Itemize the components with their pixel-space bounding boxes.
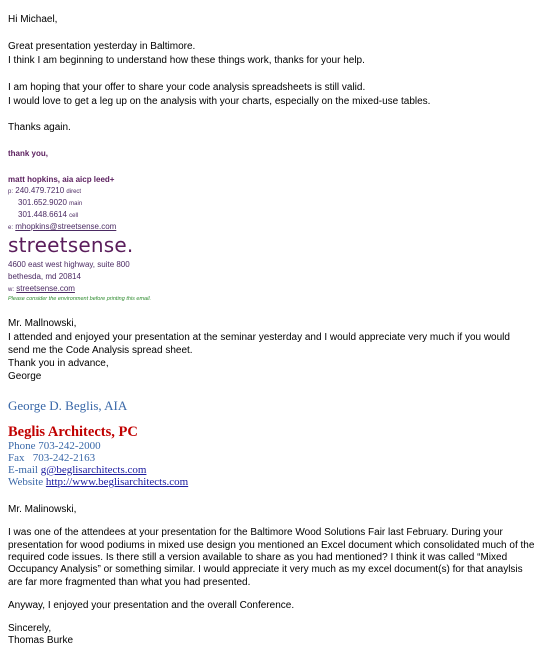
email1-line1: Great presentation yesterday in Baltimore. <box>8 41 196 52</box>
email1-address-1: 4600 east west highway, suite 800 <box>8 260 130 269</box>
email1-line4: I would love to get a leg up on the analysis with your charts, especially on the mixed-use tables. <box>8 96 431 107</box>
email2-website-link[interactable]: http://www.beglisarchitects.com <box>45 476 189 488</box>
email3-para1-line4: Occupancy Analysis” or something similar. I would appreciate it very much as my excel document(s) for that anaylsis <box>8 564 523 575</box>
email3-para1-line2: presentation for wood podiums in mixed use design you mentioned an Excel document which consolidated much of the <box>8 540 535 551</box>
email3-name: Thomas Burke <box>8 635 74 646</box>
email3-para1-line3: required code issues. Is there still a version available to share as you had mentioned? I think it was called “Mixed <box>8 552 508 563</box>
email3-para2: Anyway, I enjoyed your presentation and the overall Conference. <box>8 600 295 611</box>
email2-company: Beglis Architects, PC <box>8 424 138 440</box>
email1-environment-note: Please consider the environment before printing this email. <box>8 296 152 302</box>
email2-line2: send me the Code Analysis spread sheet. <box>8 345 193 356</box>
email1-line3: I am hoping that your offer to share your code analysis spreadsheets is still valid. <box>8 82 366 93</box>
email1-greeting: Hi Michael, <box>8 14 58 25</box>
email2-email: E-mail g@beglisarchitects.com <box>8 464 147 476</box>
email3-closing: Sincerely, <box>8 623 52 634</box>
email1-phone-direct: p: 240.479.7210 direct <box>8 186 82 195</box>
streetsense-logo: streetsense. <box>8 233 134 257</box>
email2-email-link[interactable]: g@beglisarchitects.com <box>40 464 147 476</box>
email3-greeting: Mr. Malinowski, <box>8 504 77 515</box>
email1-email-link[interactable]: mhopkins@streetsense.com <box>15 222 117 231</box>
email2-line4: George <box>8 371 42 382</box>
email1-address-2: bethesda, md 20814 <box>8 272 81 281</box>
email1-phone-main: 301.652.9020 main <box>18 198 83 207</box>
email1-signoff: thank you, <box>8 149 49 158</box>
email1-sig-name: matt hopkins, aia aicp leed+ <box>8 175 115 184</box>
email2-line3: Thank you in advance, <box>8 358 109 369</box>
email2-fax: Fax 703-242-2163 <box>8 452 96 464</box>
email2-website: Website http://www.beglisarchitects.com <box>8 476 189 488</box>
email3-para1-line5: are far more fragmented than what you had presented. <box>8 577 251 588</box>
email1-phone-cell: 301.448.6614 cell <box>18 210 79 219</box>
email2-greeting: Mr. Mallnowski, <box>8 318 77 329</box>
email1-line2: I think I am beginning to understand how these things work, thanks for your help. <box>8 55 365 66</box>
email2-line1: I attended and enjoyed your presentation at the seminar yesterday and I would appreciate very much if you would <box>8 332 510 343</box>
email1-website-link[interactable]: streetsense.com <box>16 284 75 293</box>
email1-email: e: mhopkins@streetsense.com <box>8 222 117 231</box>
email2-sig-name: George D. Beglis, AIA <box>8 398 128 413</box>
email2-phone: Phone 703-242-2000 <box>8 440 101 452</box>
email1-website: w: streetsense.com <box>8 284 75 293</box>
email1-thanks: Thanks again. <box>8 122 71 133</box>
email3-para1-line1: I was one of the attendees at your presentation for the Baltimore Wood Solutions Fair last February. During your <box>8 527 503 538</box>
